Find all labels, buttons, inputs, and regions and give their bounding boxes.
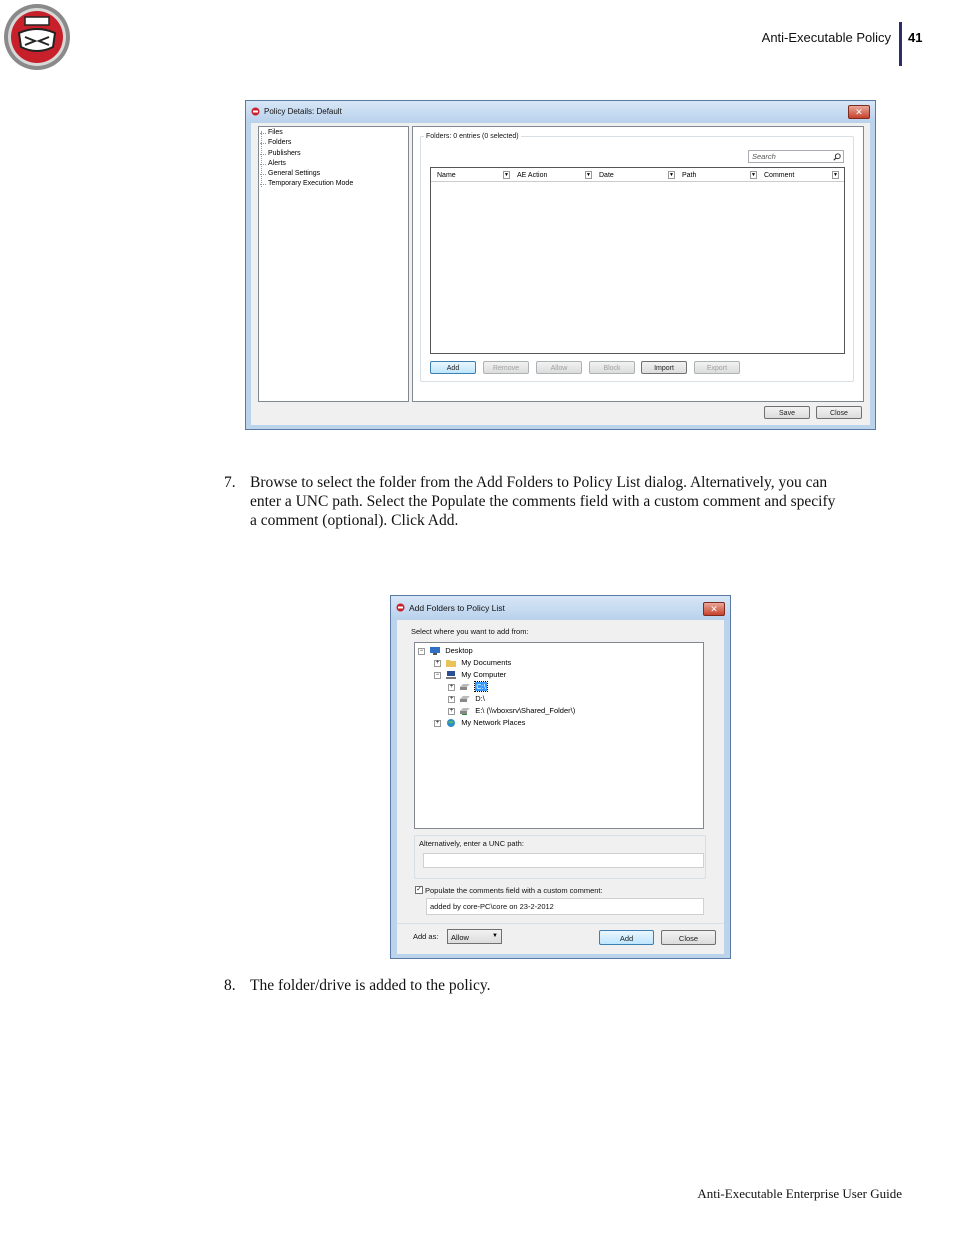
search-icon[interactable] [833, 153, 841, 161]
tree-item-e-drive[interactable] [418, 705, 575, 717]
column-header-ae-action[interactable]: AE Action [517, 172, 548, 179]
chevron-down-icon[interactable]: ▼ [833, 172, 838, 178]
tree-item-my-network-places[interactable] [418, 717, 575, 729]
expand-icon[interactable]: + [449, 707, 454, 714]
tree-item-label: D:\ [475, 694, 485, 703]
step-7-text-line-2: enter a UNC path. Select the Populate the comments field with a custom comment and specify [250, 493, 836, 510]
folder-tree [418, 645, 575, 729]
chevron-down-icon[interactable]: ▼ [586, 172, 591, 178]
step-8-number: 8. [224, 977, 236, 994]
tree-item-label: My Computer [461, 670, 507, 679]
bottom-separator [397, 923, 724, 924]
tree-item-temporary-execution-mode[interactable]: Temporary Execution Mode [258, 179, 353, 189]
policy-tree [258, 128, 353, 190]
expand-icon[interactable]: + [449, 695, 454, 702]
step-7-number: 7. [224, 474, 236, 491]
desktop-icon [430, 647, 440, 655]
tree-item-folders[interactable]: Folders [258, 138, 353, 148]
tree-item-my-computer[interactable] [418, 669, 575, 681]
remove-button[interactable]: Remove [483, 361, 529, 374]
tree-item-general-settings[interactable]: General Settings [258, 169, 353, 179]
computer-icon [446, 671, 456, 679]
comment-input[interactable]: added by core-PC\core on 23-2-2012 [426, 898, 704, 915]
column-header-date[interactable]: Date [599, 172, 614, 179]
chevron-down-icon[interactable]: ▼ [751, 172, 756, 178]
search-placeholder: Search [752, 152, 776, 161]
search-input[interactable] [748, 150, 844, 163]
tree-item-c-drive[interactable] [418, 681, 575, 693]
tree-item-desktop[interactable] [418, 645, 575, 657]
expand-icon[interactable]: + [435, 719, 440, 726]
column-header-name[interactable]: Name [437, 172, 456, 179]
save-button[interactable]: Save [764, 406, 810, 419]
select-prompt: Select where you want to add from: [411, 627, 529, 636]
step-8-text: The folder/drive is added to the policy. [250, 977, 491, 994]
dialog-title-bar [391, 596, 730, 620]
expand-icon[interactable]: + [449, 683, 454, 690]
import-button[interactable]: Import [641, 361, 687, 374]
network-icon [446, 719, 456, 727]
faronics-logo-icon [3, 3, 71, 71]
app-icon [396, 603, 405, 612]
add-as-label: Add as: [413, 932, 439, 941]
step-7-text-line-1: Browse to select the folder from the Add Folders to Policy List dialog. Alternatively, you can [250, 474, 828, 491]
collapse-icon[interactable]: − [419, 647, 424, 654]
tree-item-publishers[interactable]: Publishers [258, 149, 353, 159]
close-icon[interactable]: ✕ [848, 105, 870, 119]
drive-icon [460, 683, 470, 691]
close-button[interactable]: Close [816, 406, 862, 419]
folders-group-label: Folders: 0 entries (0 selected) [426, 133, 519, 140]
column-header-path[interactable]: Path [682, 172, 697, 179]
tree-item-alerts[interactable]: Alerts [258, 159, 353, 169]
unc-path-input[interactable] [423, 853, 704, 868]
allow-button[interactable]: Allow [536, 361, 582, 374]
page-number: 41 [908, 30, 923, 45]
tree-item-label: C:\ [476, 682, 486, 691]
expand-icon[interactable]: + [435, 659, 440, 666]
tree-item-label: My Network Places [461, 718, 526, 727]
add-as-value: Allow [451, 933, 469, 942]
dialog-title: Add Folders to Policy List [409, 603, 505, 613]
folders-list[interactable] [430, 167, 845, 354]
dialog-title-bar [246, 101, 875, 123]
tree-item-my-documents[interactable] [418, 657, 575, 669]
chevron-down-icon[interactable]: ▼ [669, 172, 674, 178]
dialog-title: Policy Details: Default [264, 107, 342, 116]
unc-label: Alternatively, enter a UNC path: [419, 839, 524, 848]
column-header-comment[interactable]: Comment [764, 172, 795, 179]
header-divider [899, 22, 902, 66]
comment-checkbox[interactable]: ✓ [416, 886, 422, 893]
chevron-down-icon: ▼ [492, 933, 498, 939]
tree-item-d-drive[interactable] [418, 693, 575, 705]
add-button[interactable]: Add [599, 930, 654, 945]
app-icon [251, 107, 260, 116]
export-button[interactable]: Export [694, 361, 740, 374]
comment-checkbox-label: Populate the comments field with a custom comment: [425, 886, 603, 895]
close-button[interactable]: Close [661, 930, 716, 945]
add-as-select[interactable] [447, 929, 502, 944]
folder-icon [446, 659, 456, 667]
header-title: Anti-Executable Policy [761, 30, 891, 45]
add-button[interactable]: Add [430, 361, 476, 374]
tree-item-label: My Documents [461, 658, 512, 667]
close-icon[interactable]: ✕ [703, 602, 725, 616]
network-drive-icon [460, 707, 470, 715]
collapse-icon[interactable]: − [435, 671, 440, 678]
footer-text: Anti-Executable Enterprise User Guide [697, 1186, 902, 1201]
tree-item-label: E:\ (\\vboxsrv\Shared_Folder\) [475, 706, 576, 715]
tree-item-files[interactable]: Files [258, 128, 353, 138]
step-7-text-line-3: a comment (optional). Click Add. [250, 512, 459, 529]
tree-item-label: Desktop [445, 646, 473, 655]
drive-icon [460, 695, 470, 703]
chevron-down-icon[interactable]: ▼ [504, 172, 509, 178]
block-button[interactable]: Block [589, 361, 635, 374]
